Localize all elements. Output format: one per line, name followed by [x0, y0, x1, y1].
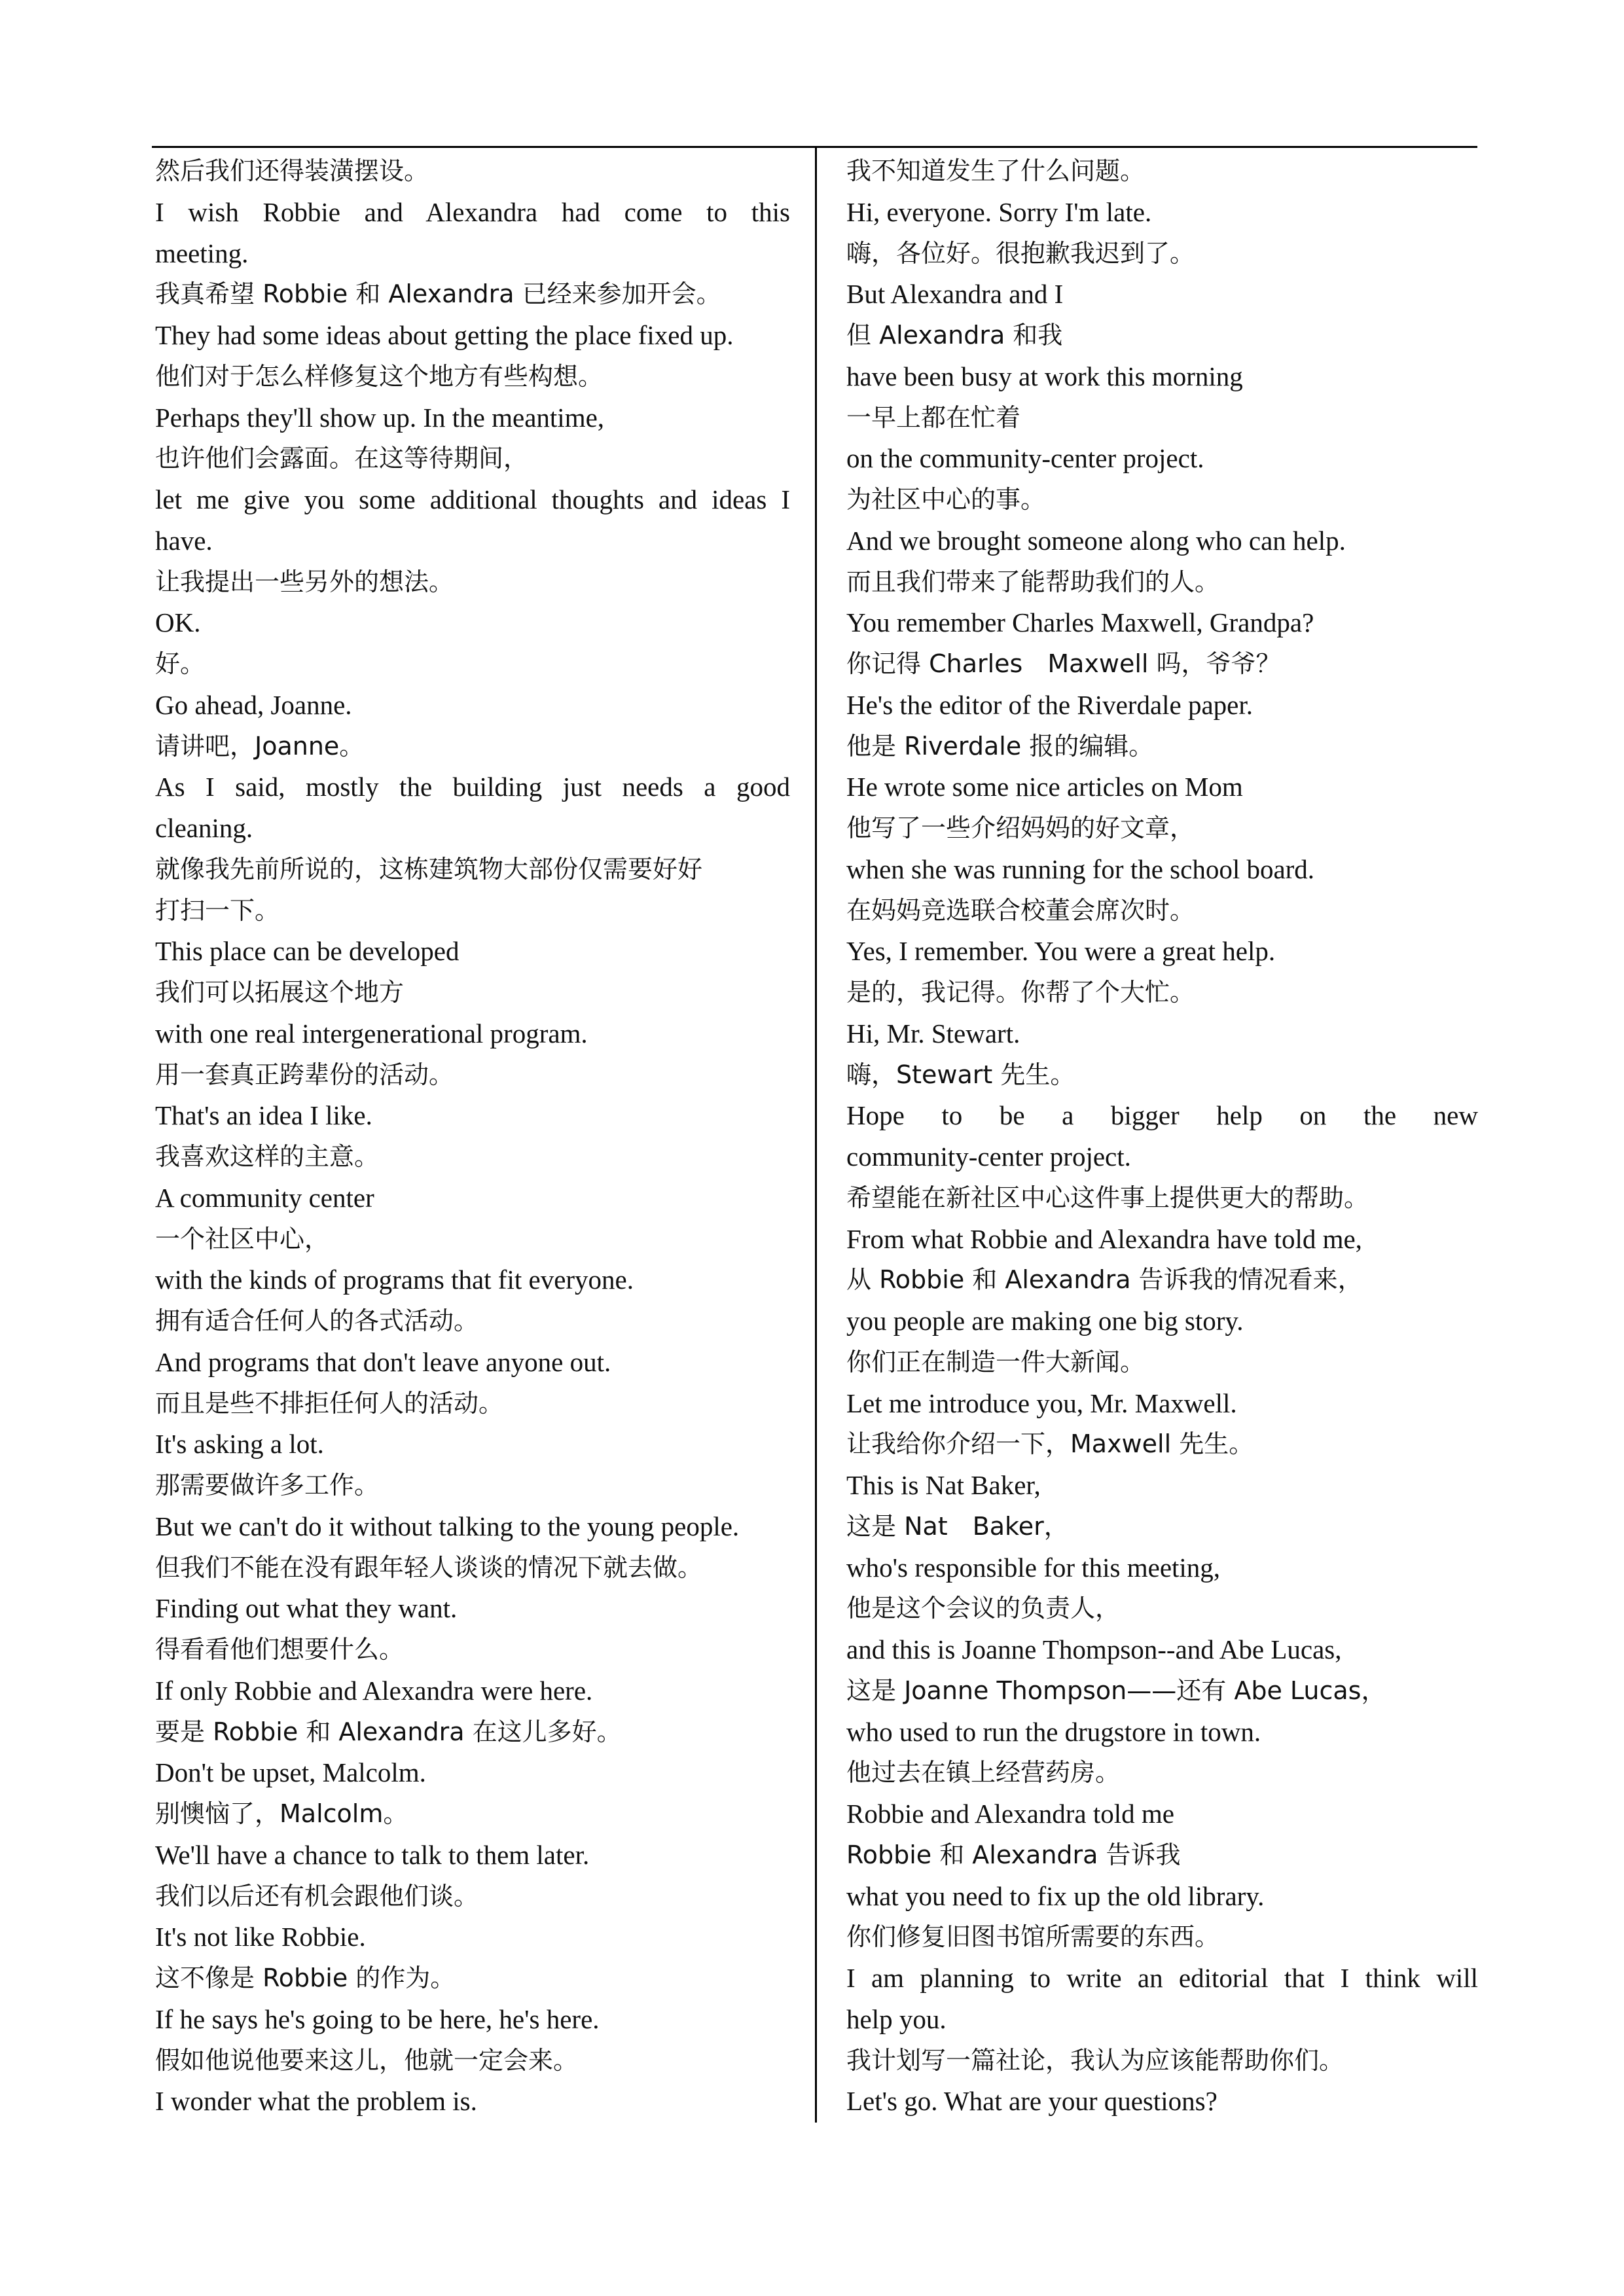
dialogue-line-chinese: 你们正在制造一件大新闻。 [846, 1347, 1146, 1376]
dialogue-line-english: Hope to be a bigger help on the new [846, 1100, 1478, 1131]
dialogue-line-chinese: 然后我们还得装潢摆设。 [155, 156, 429, 185]
dialogue-line-chinese: 但我们不能在没有跟年轻人谈谈的情况下就去做。 [155, 1552, 703, 1582]
dialogue-line-chinese: 我们以后还有机会跟他们谈。 [155, 1881, 479, 1910]
dialogue-line-chinese: 这是 Nat Baker， [846, 1511, 1069, 1541]
column-divider [815, 146, 817, 2123]
dialogue-line-chinese: 但 Alexandra 和我 [846, 321, 1063, 350]
dialogue-line-chinese: 请讲吧，Joanne。 [155, 731, 365, 761]
dialogue-line-chinese: 他写了一些介绍妈妈的好文章， [846, 814, 1195, 842]
dialogue-line-english: Yes, I remember. You were a great help. [846, 936, 1276, 967]
dialogue-line-chinese: 我喜欢这样的主意。 [155, 1142, 380, 1171]
dialogue-line-english: And we brought someone along who can help. [846, 525, 1346, 556]
dialogue-line-chinese: 那需要做许多工作。 [155, 1471, 380, 1499]
dialogue-line-chinese: 你记得 Charles Maxwell 吗，爷爷？ [846, 649, 1281, 678]
dialogue-line-chinese: 拥有适合任何人的各式活动。 [155, 1306, 479, 1335]
dialogue-line-english: It's not like Robbie. [155, 1922, 366, 1952]
dialogue-line-english: We'll have a chance to talk to them later. [155, 1839, 590, 1870]
dialogue-line-chinese: 在妈妈竞选联合校董会席次时。 [846, 895, 1195, 925]
dialogue-line-chinese: 让我给你介绍一下，Maxwell 先生。 [846, 1429, 1254, 1459]
dialogue-line-chinese: 嗨，各位好。很抱歉我迟到了。 [846, 238, 1195, 268]
dialogue-line-english: I wish Robbie and Alexandra had come to this [155, 196, 790, 227]
dialogue-line-english: They had some ideas about getting the place fixed up. [155, 320, 734, 350]
dialogue-line-english: with the kinds of programs that fit everyone. [155, 1265, 634, 1295]
dialogue-line-english: Go ahead, Joanne. [155, 689, 352, 720]
dialogue-line-chinese: 也许他们会露面。在这等待期间， [155, 444, 529, 473]
dialogue-line-english: meeting. [155, 238, 249, 268]
dialogue-line-english: Let's go. What are your questions? [846, 2086, 1218, 2117]
dialogue-line-english: help you. [846, 2003, 947, 2034]
dialogue-line-chinese: 就像我先前所说的，这栋建筑物大部份仅需要好好 [155, 854, 703, 884]
dialogue-line-chinese: 他过去在镇上经营药房。 [846, 1758, 1121, 1787]
dialogue-line-english: and this is Joanne Thompson--and Abe Lucas, [846, 1634, 1342, 1664]
dialogue-line-chinese: 是的，我记得。你帮了个大忙。 [846, 978, 1195, 1007]
dialogue-line-english: A community center [155, 1182, 374, 1213]
dialogue-line-english: with one real intergenerational program. [155, 1018, 588, 1049]
dialogue-line-chinese: 而且是些不排拒任何人的活动。 [155, 1388, 504, 1418]
dialogue-line-english: what you need to fix up the old library. [846, 1880, 1265, 1911]
dialogue-line-english: have. [155, 525, 213, 556]
dialogue-line-chinese: 让我提出一些另外的想法。 [155, 567, 454, 596]
dialogue-line-chinese: 他们对于怎么样修复这个地方有些构想。 [155, 361, 604, 391]
dialogue-line-chinese: 这不像是 Robbie 的作为。 [155, 1964, 456, 1992]
dialogue-line-english: I wonder what the problem is. [155, 2086, 477, 2117]
dialogue-line-english: on the community-center project. [846, 443, 1204, 474]
dialogue-line-chinese: 假如他说他要来这儿，他就一定会来。 [155, 2045, 579, 2075]
dialogue-line-english: you people are making one big story. [846, 1306, 1244, 1336]
dialogue-line-english: If he says he's going to be here, he's here. [155, 2003, 600, 2034]
dialogue-line-english: when she was running for the school board. [846, 853, 1315, 884]
dialogue-line-chinese: 好。 [155, 649, 206, 678]
dialogue-line-english: If only Robbie and Alexandra were here. [155, 1675, 593, 1706]
dialogue-line-chinese: 我计划写一篇社论，我认为应该能帮助你们。 [846, 2045, 1344, 2075]
dialogue-line-chinese: 用一套真正跨辈份的活动。 [155, 1060, 454, 1089]
dialogue-line-chinese: 而且我们带来了能帮助我们的人。 [846, 567, 1220, 596]
dialogue-line-chinese: 希望能在新社区中心这件事上提供更大的帮助。 [846, 1183, 1369, 1212]
dialogue-line-chinese: 一个社区中心， [155, 1224, 330, 1253]
dialogue-line-chinese: 这是 Joanne Thompson——还有 Abe Lucas， [846, 1676, 1386, 1705]
dialogue-line-chinese: 别懊恼了，Malcolm。 [155, 1799, 408, 1828]
dialogue-line-chinese: Robbie 和 Alexandra 告诉我 [846, 1840, 1181, 1869]
dialogue-line-english: Finding out what they want. [155, 1593, 458, 1624]
dialogue-line-english: This is Nat Baker, [846, 1470, 1041, 1500]
dialogue-line-english: who's responsible for this meeting, [846, 1552, 1221, 1583]
dialogue-line-english: He wrote some nice articles on Mom [846, 772, 1243, 802]
dialogue-line-english: But Alexandra and I [846, 279, 1064, 310]
dialogue-line-chinese: 我们可以拓展这个地方 [155, 978, 405, 1007]
dialogue-line-english: who used to run the drugstore in town. [846, 1716, 1261, 1747]
dialogue-line-english: have been busy at work this morning [846, 361, 1243, 391]
left-column [155, 151, 790, 2122]
dialogue-line-english: Hi, everyone. Sorry I'm late. [846, 196, 1152, 227]
dialogue-line-chinese: 为社区中心的事。 [846, 485, 1046, 514]
dialogue-line-english: I am planning to write an editorial that I think will [846, 1963, 1478, 1993]
dialogue-line-english: Robbie and Alexandra told me [846, 1799, 1174, 1829]
dialogue-line-english: community-center project. [846, 1141, 1131, 1172]
dialogue-line-english: From what Robbie and Alexandra have told me, [846, 1223, 1362, 1254]
dialogue-line-chinese: 他是 Riverdale 报的编辑。 [846, 731, 1154, 761]
dialogue-line-chinese: 你们修复旧图书馆所需要的东西。 [846, 1922, 1220, 1952]
dialogue-line-chinese: 我真希望 Robbie 和 Alexandra 已经来参加开会。 [155, 279, 721, 309]
dialogue-line-chinese: 从 Robbie 和 Alexandra 告诉我的情况看来， [846, 1265, 1363, 1295]
dialogue-line-english: OK. [155, 607, 201, 638]
dialogue-line-english: That's an idea I like. [155, 1100, 372, 1131]
dialogue-line-chinese: 要是 Robbie 和 Alexandra 在这儿多好。 [155, 1717, 622, 1746]
dialogue-line-chinese: 打扫一下。 [155, 895, 280, 925]
dialogue-line-english: let me give you some additional thoughts and ideas I [155, 484, 790, 514]
dialogue-line-english: You remember Charles Maxwell, Grandpa? [846, 607, 1314, 638]
dialogue-line-chinese: 得看看他们想要什么。 [155, 1635, 405, 1664]
dialogue-line-chinese: 我不知道发生了什么问题。 [846, 156, 1146, 185]
dialogue-line-chinese: 他是这个会议的负责人， [846, 1594, 1121, 1623]
dialogue-line-english: Hi, Mr. Stewart. [846, 1018, 1020, 1049]
dialogue-line-english: He's the editor of the Riverdale paper. [846, 689, 1254, 720]
dialogue-line-english: And programs that don't leave anyone out. [155, 1346, 611, 1377]
dialogue-line-english: Perhaps they'll show up. In the meantime, [155, 402, 605, 433]
right-column [846, 151, 1478, 2122]
dialogue-line-english: This place can be developed [155, 936, 460, 967]
dialogue-line-english: As I said, mostly the building just needs a good [155, 772, 790, 802]
dialogue-line-english: Don't be upset, Malcolm. [155, 1757, 426, 1788]
dialogue-line-chinese: 一早上都在忙着 [846, 403, 1021, 432]
dialogue-line-english: cleaning. [155, 813, 253, 843]
dialogue-line-english: But we can't do it without talking to the young people. [155, 1511, 740, 1541]
dialogue-line-english: Let me introduce you, Mr. Maxwell. [846, 1388, 1237, 1418]
dialogue-line-english: It's asking a lot. [155, 1429, 324, 1460]
dialogue-line-chinese: 嗨，Stewart 先生。 [846, 1060, 1075, 1089]
